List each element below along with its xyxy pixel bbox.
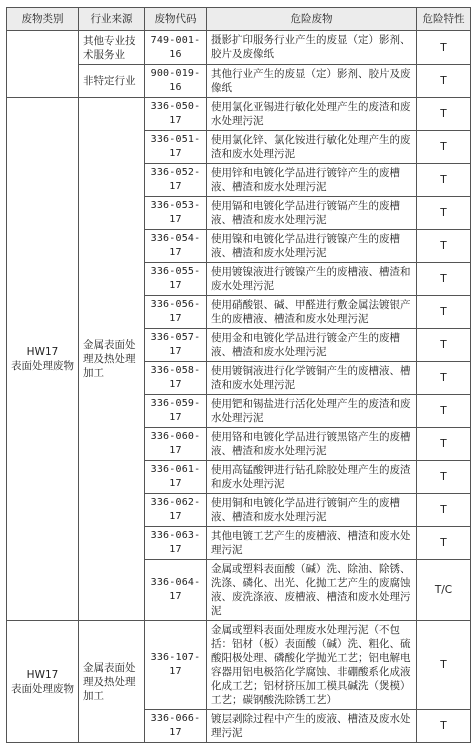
waste-description-cell: 使用硝酸银、碱、甲醛进行敷金属法镀银产生的废槽液、槽渣和废水处理污泥	[207, 296, 417, 329]
characteristic-cell: T	[417, 329, 471, 362]
source-cell: 金属表面处理及热处理加工	[79, 98, 145, 621]
waste-description-cell: 使用钯和锡盐进行活化处理产生的废渣和废水处理污泥	[207, 395, 417, 428]
waste-description-cell: 使用金和电镀化学品进行镀金产生的废槽液、槽渣和废水处理污泥	[207, 329, 417, 362]
waste-description-cell: 使用铜和电镀化学品进行镀铜产生的废槽液、槽渣和废水处理污泥	[207, 494, 417, 527]
source-cell: 非特定行业	[79, 65, 145, 98]
header-waste: 危险废物	[207, 8, 417, 31]
waste-category-cell: HW17 表面处理废物	[7, 621, 79, 743]
waste-description-cell: 使用铬和电镀化学品进行镀黑铬产生的废槽液、槽渣和废水处理污泥	[207, 428, 417, 461]
characteristic-cell: T	[417, 98, 471, 131]
code-cell: 336-059-17	[145, 395, 207, 428]
waste-description-cell: 使用氯化锌、氯化铵进行敏化处理产生的废渣和废水处理污泥	[207, 131, 417, 164]
code-cell: 336-057-17	[145, 329, 207, 362]
code-cell: 336-055-17	[145, 263, 207, 296]
waste-description-cell: 金属或塑料表面酸（碱）洗、除油、除锈、洗涤、磷化、出光、化抛工艺产生的废腐蚀液、废洗涤液、废槽液、槽渣和废水处理污泥	[207, 560, 417, 621]
table-row	[7, 98, 471, 131]
characteristic-cell: T	[417, 461, 471, 494]
hazardous-waste-table	[6, 7, 471, 743]
blank-category-cell	[7, 31, 79, 98]
waste-description-cell: 使用氯化亚锡进行敏化处理产生的废渣和废水处理污泥	[207, 98, 417, 131]
characteristic-cell: T	[417, 527, 471, 560]
waste-category-cell: HW17 表面处理废物	[7, 98, 79, 621]
characteristic-cell: T	[417, 230, 471, 263]
waste-description-cell: 使用高锰酸钾进行钻孔除胶处理产生的废渣和废水处理污泥	[207, 461, 417, 494]
code-cell: 336-056-17	[145, 296, 207, 329]
code-cell: 336-053-17	[145, 197, 207, 230]
characteristic-cell: T	[417, 296, 471, 329]
table-body	[7, 31, 471, 743]
code-cell: 336-061-17	[145, 461, 207, 494]
source-cell: 金属表面处理及热处理加工	[79, 621, 145, 743]
waste-description-cell: 镀层剥除过程中产生的废液、槽渣及废水处理污泥	[207, 710, 417, 743]
waste-description-cell: 其他电镀工艺产生的废槽液、槽渣和废水处理污泥	[207, 527, 417, 560]
code-cell: 336-060-17	[145, 428, 207, 461]
characteristic-cell: T	[417, 494, 471, 527]
code-cell: 336-051-17	[145, 131, 207, 164]
header-category: 废物类别	[7, 8, 79, 31]
code-cell: 336-066-17	[145, 710, 207, 743]
waste-description-cell: 使用镀铜液进行化学镀铜产生的废槽液、槽渣和废水处理污泥	[207, 362, 417, 395]
waste-description-cell: 使用镀镍液进行镀镍产生的废槽液、槽渣和废水处理污泥	[207, 263, 417, 296]
header-source: 行业来源	[79, 8, 145, 31]
table-row	[7, 31, 471, 65]
characteristic-cell: T	[417, 621, 471, 710]
code-cell: 336-064-17	[145, 560, 207, 621]
code-cell: 336-062-17	[145, 494, 207, 527]
waste-description-cell: 使用镍和电镀化学品进行镀镍产生的废槽液、槽渣和废水处理污泥	[207, 230, 417, 263]
header-row	[7, 8, 471, 31]
characteristic-cell: T	[417, 197, 471, 230]
code-cell: 336-063-17	[145, 527, 207, 560]
code-cell: 900-019-16	[145, 65, 207, 98]
waste-description-cell: 使用锌和电镀化学品进行镀锌产生的废槽液、槽渣和废水处理污泥	[207, 164, 417, 197]
code-cell: 336-107-17	[145, 621, 207, 710]
hazardous-waste-table-container	[6, 7, 471, 743]
characteristic-cell: T/C	[417, 560, 471, 621]
characteristic-cell: T	[417, 65, 471, 98]
waste-description-cell: 摄影扩印服务行业产生的废显（定）影剂、胶片及废像纸	[207, 31, 417, 65]
header-characteristic: 危险特性	[417, 8, 471, 31]
code-cell: 336-050-17	[145, 98, 207, 131]
characteristic-cell: T	[417, 31, 471, 65]
characteristic-cell: T	[417, 428, 471, 461]
characteristic-cell: T	[417, 710, 471, 743]
waste-description-cell: 其他行业产生的废显（定）影剂、胶片及废像纸	[207, 65, 417, 98]
characteristic-cell: T	[417, 263, 471, 296]
characteristic-cell: T	[417, 131, 471, 164]
code-cell: 336-052-17	[145, 164, 207, 197]
code-cell: 336-058-17	[145, 362, 207, 395]
code-cell: 336-054-17	[145, 230, 207, 263]
code-cell: 749-001-16	[145, 31, 207, 65]
characteristic-cell: T	[417, 362, 471, 395]
header-code: 废物代码	[145, 8, 207, 31]
characteristic-cell: T	[417, 164, 471, 197]
source-cell: 其他专业技术服务业	[79, 31, 145, 65]
table-row	[7, 621, 471, 710]
waste-description-cell: 金属或塑料表面处理废水处理污泥（不包括：铝材（板）表面酸（碱）洗、粗化、硫酸阳极处理、磷酸化学抛光工艺；铝电解电容器用铝电极箔化学腐蚀、非硼酸系化成液化成工艺；铝材挤压加工模具碱洗（煲模）工艺；碳钢酸洗除锈工艺）	[207, 621, 417, 710]
characteristic-cell: T	[417, 395, 471, 428]
waste-description-cell: 使用镉和电镀化学品进行镀镉产生的废槽液、槽渣和废水处理污泥	[207, 197, 417, 230]
